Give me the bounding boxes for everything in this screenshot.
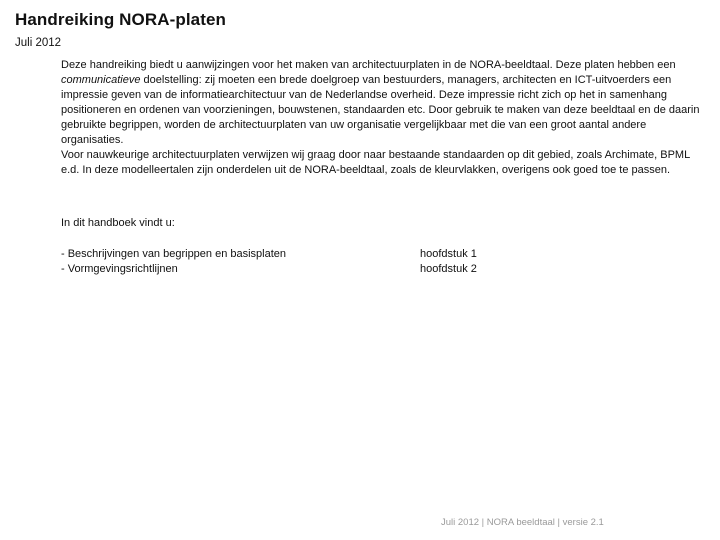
page-footer: Juli 2012 | NORA beeldtaal | versie 2.1 — [441, 517, 604, 528]
contents-item-topic: - Vormgevingsrichtlijnen — [61, 263, 178, 275]
intro-paragraph — [61, 58, 701, 148]
contents-item-chapter: hoofdstuk 2 — [420, 263, 477, 275]
contents-item — [61, 262, 701, 277]
document-body — [61, 58, 701, 277]
intro-paragraph-text-end: doelstelling: zij moeten een brede doelgroep van bestuurders, managers, architecten en ICT-uitvoerders een impressie geven van de informatiearchitectuur van de Nederlandse overheid. Deze impressie richt zich op het in samenhang positioneren en ordenen van voorzieningen, bouwstenen, standaarden etc. Door gebruik te maken van deze beeldtaal en de daarin gebruikte begrippen, worden de architectuurplaten van uw organisatie vergelijkbaar met die van een groot aantal andere organisaties. — [61, 74, 700, 146]
page-title: Handreiking NORA-platen — [15, 10, 227, 29]
contents-list — [61, 247, 701, 277]
contents-intro: In dit handboek vindt u: — [61, 217, 175, 229]
intro-paragraph-text-start: Deze handreiking biedt u aanwijzingen voor het maken van architectuurplaten in de NORA-beeldtaal. Deze platen hebben een — [61, 59, 676, 71]
contents-item — [61, 247, 701, 262]
document-date: Juli 2012 — [15, 37, 62, 49]
contents-item-topic: - Beschrijvingen van begrippen en basisplaten — [61, 248, 287, 260]
contents-item-chapter: hoofdstuk 1 — [420, 248, 477, 260]
standards-paragraph: Voor nauwkeurige architectuurplaten verwijzen wij graag door naar bestaande standaarden op dit gebied, zoals Archimate, BPML e.d. In deze modelleertalen zijn onderdelen uit de NORA-beeldtaal, zoals de kleurvlakken, overigens ook goed toe te passen. — [61, 149, 690, 176]
intro-paragraph-emphasis: communicatieve — [61, 74, 141, 86]
